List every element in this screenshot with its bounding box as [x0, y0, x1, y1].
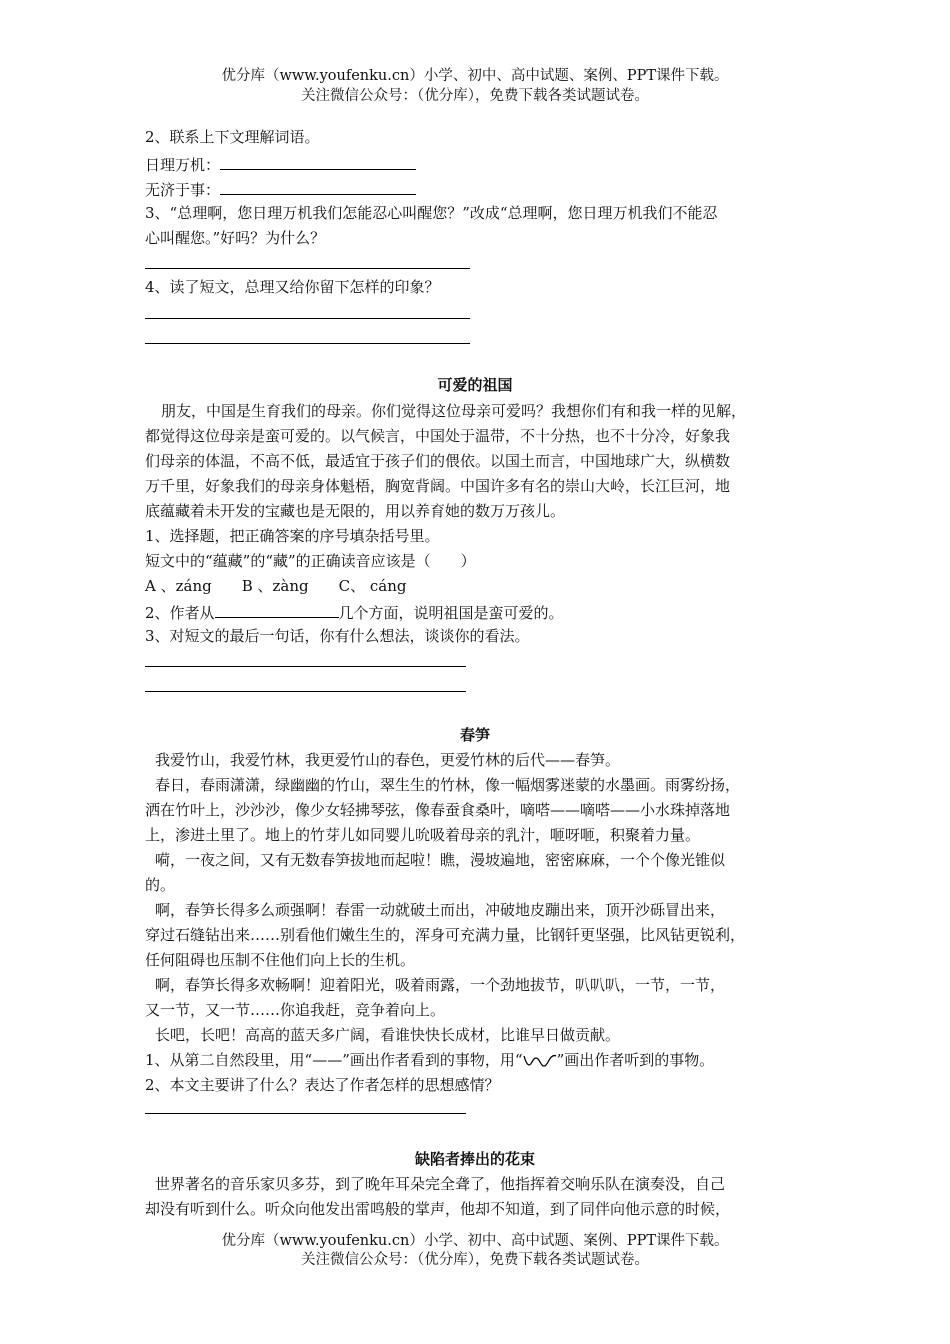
question-2-part-1: 2、作者从 — [145, 604, 215, 622]
word-label-1: 日理万机： — [145, 156, 221, 174]
paragraph-line: 穿过石缝钻出来……别看他们嫩生生的，浑身可充满力量，比钢钎更坚强，比风钻更锐利， — [145, 926, 746, 944]
paragraph-line: 任何阻碍也压制不住他们向上长的生机。 — [145, 951, 416, 969]
answer-line[interactable] — [145, 691, 466, 692]
section-title-spring-bamboo: 春笋 — [459, 726, 490, 744]
question-4: 4、读了短文，总理又给你留下怎样的印象？ — [145, 278, 440, 296]
answer-options — [145, 576, 406, 596]
question-3-line-1: 3、“总理啊，您日理万机我们怎能忍心叫醒您？”改成“总理啊，您日理万机我们不能忍 — [145, 204, 718, 222]
answer-blank[interactable] — [215, 601, 339, 618]
paragraph-line: 万千里，好象我们的母亲身体魁梧，胸宽背阔。中国许多有名的崇山大岭，长江巨河，地 — [145, 477, 731, 495]
paragraph-line: 长吧，长吧！高高的蓝天多广阔，看谁快快长成材，比谁早日做贡献。 — [155, 1026, 621, 1044]
wavy-underline-icon — [523, 1053, 557, 1069]
header-line-2: 关注微信公众号：（优分库），免费下载各类试题试卷。 — [301, 88, 649, 104]
answer-line[interactable] — [145, 1113, 466, 1114]
paragraph-line: 啊，春笋长得多欢畅啊！迎着阳光，吸着雨露，一个劲地拔节，叭叭叭，一节，一节， — [155, 976, 726, 994]
paragraph-line: 嗬，一夜之间，又有无数春笋拔地而起啦！瞧，漫坡遍地，密密麻麻，一个个像光锥似 — [155, 851, 726, 869]
header-line-1: 优分库（www.youfenku.cn）小学、初中、高中试题、案例、PPT课件下载。 — [221, 68, 729, 84]
paragraph-line: 却没有听到什么。听众向他发出雷鸣般的掌声，他却不知道，到了同伴向他示意的时候， — [145, 1200, 731, 1218]
answer-line[interactable] — [145, 318, 470, 319]
question-2-part-2: 几个方面，说明祖国是蛮可爱的。 — [338, 604, 564, 622]
paragraph-line: 底蕴藏着未开发的宝藏也是无限的，用以养育她的数万万孩儿。 — [145, 502, 566, 520]
paragraph-line: 上，渗进土里了。地上的竹芽儿如同婴儿吮吸着母亲的乳汁，咂呀咂，积聚着力量。 — [145, 826, 701, 844]
question-2: 2、联系上下文理解词语。 — [145, 128, 320, 146]
word-item-1 — [145, 153, 416, 175]
paragraph-line: 世界著名的音乐家贝多芬，到了晚年耳朵完全聋了，他指挥着交响乐队在演奏没，自己 — [155, 1175, 726, 1193]
question-2 — [145, 601, 564, 623]
word-label-2: 无济于事： — [145, 181, 221, 199]
answer-blank[interactable] — [220, 178, 416, 195]
option-a[interactable]: A 、záng — [145, 577, 212, 595]
footer-line-2: 关注微信公众号：（优分库），免费下载各类试题试卷。 — [301, 1252, 649, 1268]
question-1: 1、选择题，把正确答案的序号填杂括号里。 — [145, 527, 440, 545]
option-b[interactable]: B 、zàng — [241, 577, 309, 595]
paragraph-line: 春日，春雨潇潇，绿幽幽的竹山，翠生生的竹林，像一幅烟雾迷蒙的水墨画。雨雾纷扬， — [155, 776, 741, 794]
question-3-line-2: 心叫醒您。”好吗？为什么？ — [145, 229, 326, 247]
paragraph-line: 们母亲的体温，不高不低，最适宜于孩子们的偎依。以国土而言，中国地球广大，纵横数 — [145, 452, 731, 470]
question-3: 3、对短文的最后一句话，你有什么想法，谈谈你的看法。 — [145, 627, 530, 645]
paragraph-line: 洒在竹叶上，沙沙沙，像少女轻拂琴弦，像春蚕食桑叶，嘀嗒——嘀嗒——小水珠掉落地 — [145, 801, 731, 819]
question-1-part-1: 1、从第二自然段里，用“——”画出作者看到的事物，用“ — [145, 1051, 523, 1069]
paragraph-line: 的。 — [145, 876, 176, 894]
question-1 — [145, 1050, 714, 1070]
question-2: 2、本文主要讲了什么？表达了作者怎样的思想感情？ — [145, 1076, 500, 1094]
paragraph-line: 朋友，中国是生育我们的母亲。你们觉得这位母亲可爱吗？我想你们有和我一样的见解， — [161, 402, 747, 420]
paragraph-line: 啊，春笋长得多么顽强啊！春雷一动就破土而出，冲破地皮蹦出来，顶开沙砾冒出来， — [155, 901, 726, 919]
question-1-part-2: ”画出作者听到的事物。 — [556, 1051, 715, 1069]
answer-blank[interactable] — [220, 153, 416, 170]
answer-line[interactable] — [145, 343, 470, 344]
answer-line[interactable] — [145, 268, 470, 269]
answer-line[interactable] — [145, 666, 466, 667]
word-item-2 — [145, 178, 416, 200]
option-c[interactable]: C、 cáng — [338, 577, 407, 595]
paragraph-line: 我爱竹山，我爱竹林，我更爱竹山的春色，更爱竹林的后代——春笋。 — [155, 751, 621, 769]
paragraph-line: 又一节，又一节……你追我赶，竞争着向上。 — [145, 1001, 446, 1019]
paragraph-line: 都觉得这位母亲是蛮可爱的。以气候言，中国处于温带，不十分热，也不十分冷，好象我 — [145, 427, 731, 445]
section-title-flowers: 缺陷者捧出的花束 — [414, 1150, 535, 1168]
section-title-lovely-motherland: 可爱的祖国 — [437, 376, 513, 394]
footer-line-1: 优分库（www.youfenku.cn）小学、初中、高中试题、案例、PPT课件下载。 — [221, 1233, 729, 1249]
question-1-stem: 短文中的“蕴藏”的“藏”的正确读音应该是（ ） — [145, 552, 476, 570]
